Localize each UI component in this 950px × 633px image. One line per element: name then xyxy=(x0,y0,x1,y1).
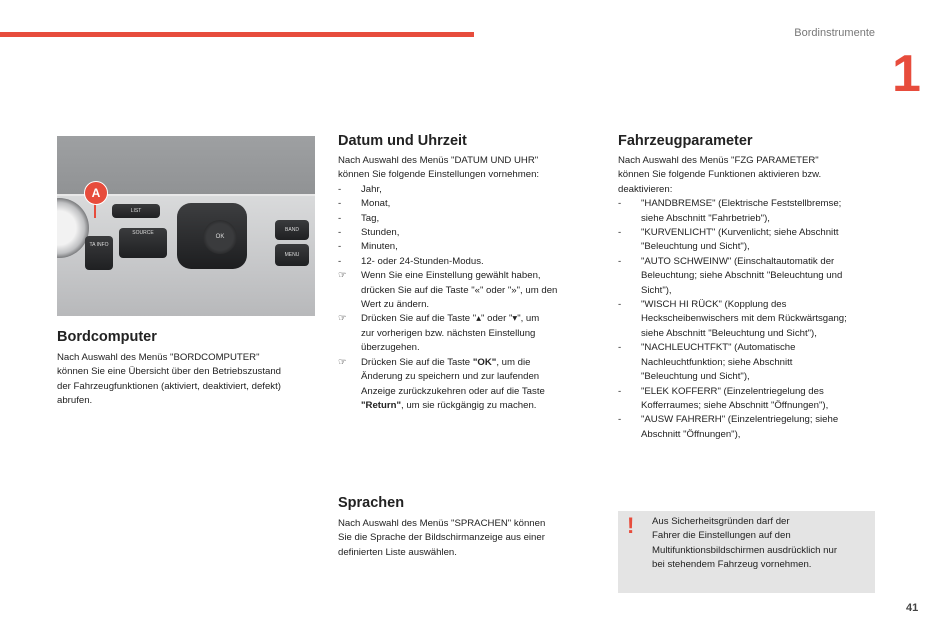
list-marker: - xyxy=(338,227,342,239)
fzg-list xyxy=(618,197,880,442)
hand-icon: ☞ xyxy=(338,270,347,282)
console-menu-button: MENU xyxy=(275,244,309,266)
list-marker: - xyxy=(338,198,342,210)
list-marker: - xyxy=(338,255,342,267)
text-line: definierten Liste auswählen. xyxy=(338,546,457,558)
tip-item xyxy=(338,269,600,312)
list-item xyxy=(338,240,600,254)
tip-bold: "Return" xyxy=(361,399,402,411)
list-text: "AUSW FAHRERH" (Einzelentriegelung; siehe xyxy=(641,414,839,426)
marker-a: A xyxy=(84,181,108,205)
datum-text xyxy=(338,154,600,413)
tip-line: , um sie rückgängig zu machen. xyxy=(401,399,537,411)
console-source-button: SOURCE xyxy=(119,228,167,258)
list-item xyxy=(618,226,880,255)
sprachen-text xyxy=(338,517,600,560)
list-text: "KURVENLICHT" (Kurvenlicht; siehe Abschnitt xyxy=(641,227,839,239)
list-text: "NACHLEUCHTFKT" (Automatische xyxy=(641,342,796,354)
list-item xyxy=(618,413,880,442)
list-text: Stunden, xyxy=(361,227,400,239)
datum-title: Datum und Uhrzeit xyxy=(338,133,467,149)
tip-line: Anzeige zurückzukehren oder auf die Taste xyxy=(361,385,545,397)
list-text: Minuten, xyxy=(361,241,398,253)
datum-list xyxy=(338,183,600,414)
tip-line: drücken Sie auf die Taste "«" oder "»", um den xyxy=(361,284,558,296)
text-line: Nach Auswahl des Menüs "FZG PARAMETER" xyxy=(618,155,819,166)
list-text: Beleuchtung; siehe Abschnitt "Beleuchtung und xyxy=(641,270,843,282)
tip-line: Änderung zu speichern und zur laufenden xyxy=(361,371,540,383)
list-text: Sicht"), xyxy=(641,284,672,296)
tip-line: überzugehen. xyxy=(361,342,420,354)
text-line: Aus Sicherheitsgründen darf der xyxy=(652,516,790,527)
list-marker: - xyxy=(618,385,622,397)
list-item xyxy=(338,183,600,197)
tip-item xyxy=(338,356,600,414)
list-text: Jahr, xyxy=(361,183,382,195)
list-marker: - xyxy=(618,255,622,267)
text-line: bei stehendem Fahrzeug vornehmen. xyxy=(652,559,812,571)
hand-icon: ☞ xyxy=(338,313,347,325)
tip-line: Wenn Sie eine Einstellung gewählt haben, xyxy=(361,270,541,282)
list-marker: - xyxy=(338,212,342,224)
list-text: siehe Abschnitt "Beleuchtung und Sicht"), xyxy=(641,327,817,339)
list-item xyxy=(338,226,600,240)
tip-line: , um die xyxy=(496,356,531,368)
list-text: "HANDBREMSE" (Elektrische Feststellbremse; xyxy=(641,198,842,210)
tip-line: zur vorherigen bzw. nächsten Einstellung xyxy=(361,327,536,339)
tip-item xyxy=(338,312,600,355)
text-line: Fahrer die Einstellungen auf den xyxy=(652,530,791,542)
warning-box xyxy=(618,511,875,593)
list-text: Kofferraumes; siehe Abschnitt "Öffnungen"), xyxy=(641,399,829,411)
list-item xyxy=(618,255,880,298)
console-ta-info-button: TA INFO xyxy=(85,236,113,270)
list-text: Abschnitt "Öffnungen"), xyxy=(641,428,741,440)
hand-icon: ☞ xyxy=(338,356,347,368)
list-text: "AUTO SCHWEINW" (Einschaltautomatik der xyxy=(641,255,835,267)
header-red-bar xyxy=(0,32,474,37)
text-line: können Sie eine Übersicht über den Betriebszustand xyxy=(57,366,281,378)
tip-bold: "OK" xyxy=(472,356,497,368)
text-line: Nach Auswahl des Menüs "BORDCOMPUTER" xyxy=(57,352,260,363)
text-line: Nach Auswahl des Menüs "SPRACHEN" können xyxy=(338,518,546,529)
list-text: Nachleuchtfunktion; siehe Abschnitt xyxy=(641,356,793,368)
list-marker: - xyxy=(338,241,342,253)
list-item xyxy=(338,212,600,226)
text-line: Sie die Sprache der Bildschirmanzeige aus einer xyxy=(338,532,545,544)
text-line: abrufen. xyxy=(57,395,93,407)
list-item xyxy=(618,341,880,384)
list-text: 12- oder 24-Stunden-Modus. xyxy=(361,255,484,267)
page-number: 41 xyxy=(906,602,919,614)
list-marker: - xyxy=(618,414,622,426)
list-marker: - xyxy=(338,183,342,195)
list-item xyxy=(338,255,600,269)
list-marker: - xyxy=(618,227,622,239)
fzg-title: Fahrzeugparameter xyxy=(618,133,753,149)
list-item xyxy=(618,385,880,414)
text-line: können Sie folgende Einstellungen vornehmen: xyxy=(338,169,540,181)
tip-line: Drücken Sie auf die Taste "▴" oder "▾", um xyxy=(361,313,540,325)
list-marker: - xyxy=(618,299,622,311)
bordcomputer-title: Bordcomputer xyxy=(57,329,157,345)
fzg-text xyxy=(618,154,880,442)
section-label: Bordinstrumente xyxy=(794,27,875,39)
text-line: Nach Auswahl des Menüs "DATUM UND UHR" xyxy=(338,155,539,166)
console-band-button: BAND xyxy=(275,220,309,240)
list-item xyxy=(618,197,880,226)
warning-text xyxy=(652,515,867,573)
list-text: "ELEK KOFFERR" (Einzelentriegelung des xyxy=(641,385,824,397)
bordcomputer-text xyxy=(57,351,319,409)
tip-line: Wert zu ändern. xyxy=(361,299,430,311)
tip-line: Drücken Sie auf die Taste xyxy=(361,356,473,368)
warning-icon: ! xyxy=(627,513,635,538)
list-text: "WISCH HI RÜCK" (Kopplung des xyxy=(641,299,787,311)
text-line: können Sie folgende Funktionen aktivieren bzw. xyxy=(618,169,822,181)
console-list-button: LIST xyxy=(112,204,160,218)
list-item xyxy=(618,298,880,341)
text-line: der Fahrzeugfunktionen (aktiviert, deaktiviert, defekt) xyxy=(57,380,281,392)
list-text: Monat, xyxy=(361,198,391,210)
console-photo xyxy=(57,136,315,316)
console-ok-button: OK xyxy=(203,220,237,254)
chapter-number: 1 xyxy=(892,45,921,103)
list-text: Heckscheibenwischers mit dem Rückwärtsgang; xyxy=(641,313,847,325)
text-line: deaktivieren: xyxy=(618,183,673,195)
list-text: "Beleuchtung und Sicht"), xyxy=(641,241,750,253)
list-text: siehe Abschnitt "Fahrbetrieb"), xyxy=(641,212,770,224)
list-marker: - xyxy=(618,198,622,210)
list-marker: - xyxy=(618,342,622,354)
list-text: Tag, xyxy=(361,212,380,224)
text-line: Multifunktionsbildschirmen ausdrücklich nur xyxy=(652,544,838,556)
sprachen-title: Sprachen xyxy=(338,495,405,511)
list-text: "Beleuchtung und Sicht"), xyxy=(641,371,750,383)
list-item xyxy=(338,197,600,211)
